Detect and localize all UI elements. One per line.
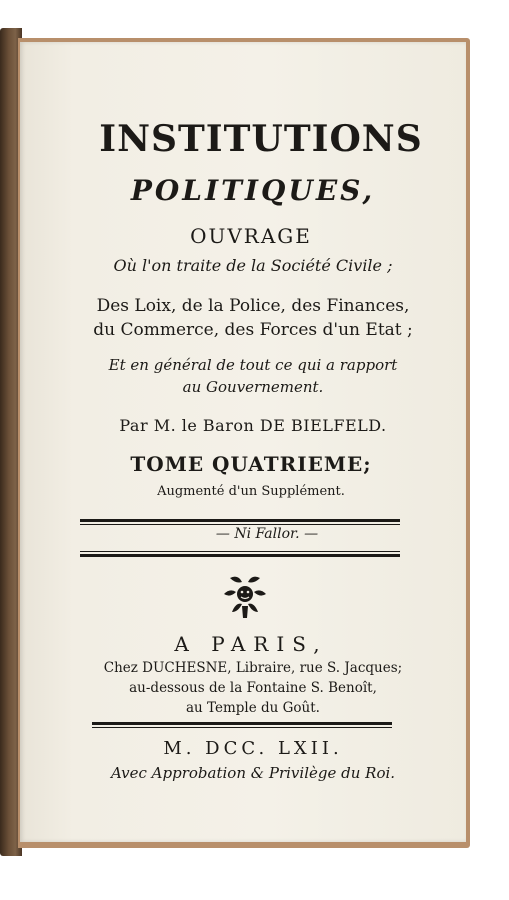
publisher-line-1: Chez DUCHESNE, Libraire, rue S. Jacques; — [103, 660, 403, 676]
publisher-line-2: au-dessous de la Fontaine S. Benoît, — [129, 680, 377, 696]
supplement-line: Augmenté d'un Supplément. — [157, 484, 345, 499]
printers-ornament-icon — [220, 572, 270, 620]
imprint-rule-thin — [92, 727, 392, 728]
subject-line-3: du Commerce, des Forces d'un Etat ; — [93, 320, 413, 340]
imprint-place: A PARIS, — [174, 632, 328, 656]
imprint-rule-thick — [92, 722, 392, 725]
double-rule-top-thick — [80, 519, 400, 522]
work-label: OUVRAGE — [190, 224, 312, 248]
publisher-line-3: au Temple du Goût. — [186, 700, 320, 716]
volume-line: TOME QUATRIEME; — [130, 452, 372, 476]
general-line-2: au Gouvernement. — [182, 378, 324, 396]
motto: — Ni Fallor. — — [215, 526, 319, 542]
privilege-line: Avec Approbation & Privilège du Roi. — [110, 764, 396, 782]
imprint-year: M. DCC. LXII. — [163, 738, 343, 759]
subject-line-1: Où l'on traite de la Société Civile ; — [113, 256, 393, 275]
title-page — [20, 42, 466, 842]
general-line-1: Et en général de tout ce qui a rapport — [108, 356, 398, 374]
subject-line-2: Des Loix, de la Police, des Finances, — [96, 296, 410, 316]
author-line: Par M. le Baron DE BIELFELD. — [119, 416, 387, 435]
book-title: INSTITUTIONS — [99, 118, 423, 160]
double-rule-top-thin — [80, 524, 400, 525]
double-rule-bottom-thick — [80, 554, 400, 557]
book-subtitle: POLITIQUES, — [130, 174, 376, 207]
double-rule-bottom-thin — [80, 551, 400, 552]
